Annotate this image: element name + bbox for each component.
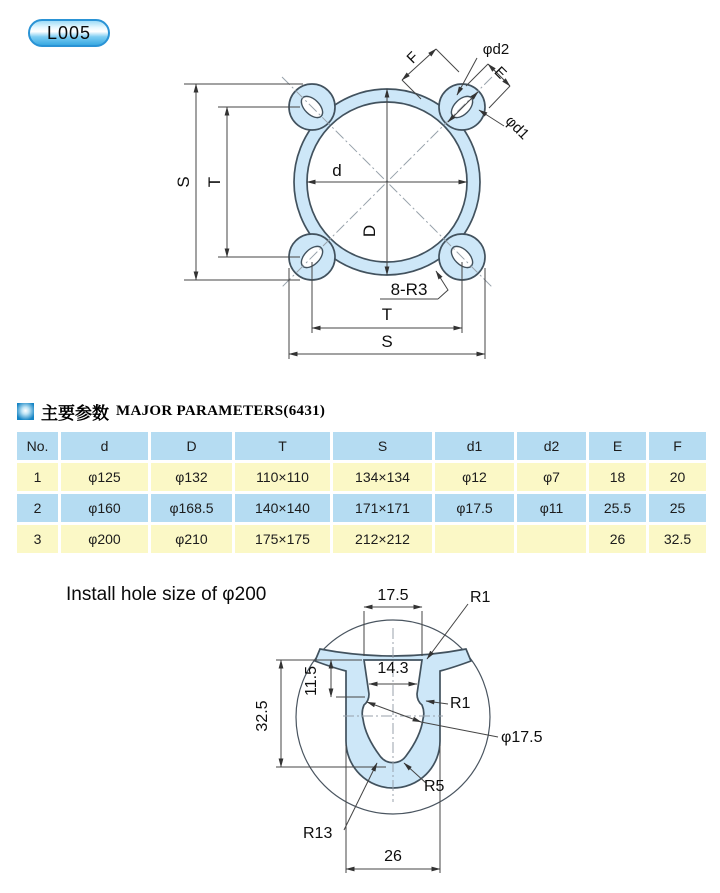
table-row xyxy=(16,462,708,493)
table-cell: φ132 xyxy=(150,462,234,493)
table-cell: φ12 xyxy=(434,462,516,493)
dim-D: D xyxy=(360,224,379,238)
part-number-label: L005 xyxy=(46,22,92,43)
table-cell: 18 xyxy=(588,462,648,493)
table-header-cell: d xyxy=(60,431,150,462)
dim-14-3: 14.3 xyxy=(377,660,409,677)
table-cell xyxy=(434,524,516,555)
table-cell: φ210 xyxy=(150,524,234,555)
table-header-cell: D xyxy=(150,431,234,462)
table-cell: 212×212 xyxy=(332,524,434,555)
table-row xyxy=(16,493,708,524)
dim-r13: R13 xyxy=(303,825,333,842)
dim-11-5: 11.5 xyxy=(303,666,320,696)
table-header-cell: T xyxy=(234,431,332,462)
dim-32-5: 32.5 xyxy=(254,700,271,732)
table-header-cell: d1 xyxy=(434,431,516,462)
dim-r1-right: R1 xyxy=(450,695,471,712)
section-header xyxy=(17,399,325,424)
dim-s-bottom: S xyxy=(381,332,393,351)
dim-phi-d1: φd1 xyxy=(501,112,533,144)
flange-cross-section-diagram xyxy=(0,0,720,395)
dimension-labels xyxy=(254,587,543,865)
table-cell: 20 xyxy=(648,462,708,493)
table-cell: 1 xyxy=(16,462,60,493)
table-cell: φ7 xyxy=(516,462,588,493)
table-cell: 3 xyxy=(16,524,60,555)
major-parameters-table xyxy=(14,429,709,556)
table-header-row xyxy=(16,431,708,462)
table-header-cell: S xyxy=(332,431,434,462)
table-cell: 32.5 xyxy=(648,524,708,555)
dim-r5: R5 xyxy=(424,778,445,795)
table-cell: 110×110 xyxy=(234,462,332,493)
dim-s-left: S xyxy=(174,176,193,188)
dim-e: E xyxy=(490,63,510,83)
table-cell: φ17.5 xyxy=(434,493,516,524)
table-cell: 140×140 xyxy=(234,493,332,524)
dim-8-r3: 8-R3 xyxy=(390,280,428,299)
table-cell: φ160 xyxy=(60,493,150,524)
table-cell: φ11 xyxy=(516,493,588,524)
dim-t-left: T xyxy=(205,176,224,188)
dim-d: d xyxy=(332,161,342,180)
section-title-chinese: 主要参数 xyxy=(41,404,109,423)
table-cell: 2 xyxy=(16,493,60,524)
table-cell: φ125 xyxy=(60,462,150,493)
table-cell: 25.5 xyxy=(588,493,648,524)
dim-phi-d2: φd2 xyxy=(482,41,510,58)
dim-f: F xyxy=(403,48,423,68)
install-hole-detail-diagram xyxy=(0,575,720,893)
dim-t-bottom: T xyxy=(381,305,393,324)
dim-phi-17-5: φ17.5 xyxy=(501,729,543,746)
table-row xyxy=(16,524,708,555)
section-bullet-icon xyxy=(17,403,34,420)
table-cell: 26 xyxy=(588,524,648,555)
table-cell xyxy=(516,524,588,555)
table-cell: φ200 xyxy=(60,524,150,555)
table-header-cell: d2 xyxy=(516,431,588,462)
table-cell: 134×134 xyxy=(332,462,434,493)
install-hole-title: Install hole size of φ200 xyxy=(66,584,267,605)
dim-r1-top: R1 xyxy=(470,589,491,606)
table-cell: φ168.5 xyxy=(150,493,234,524)
table-cell: 175×175 xyxy=(234,524,332,555)
dim-26: 26 xyxy=(384,848,402,865)
dim-17-5: 17.5 xyxy=(377,587,409,604)
section-title-english: MAJOR PARAMETERS(6431) xyxy=(116,403,326,419)
table-header-cell: E xyxy=(588,431,648,462)
table-header-cell: F xyxy=(648,431,708,462)
table-cell: 171×171 xyxy=(332,493,434,524)
table-header-cell: No. xyxy=(16,431,60,462)
table-cell: 25 xyxy=(648,493,708,524)
